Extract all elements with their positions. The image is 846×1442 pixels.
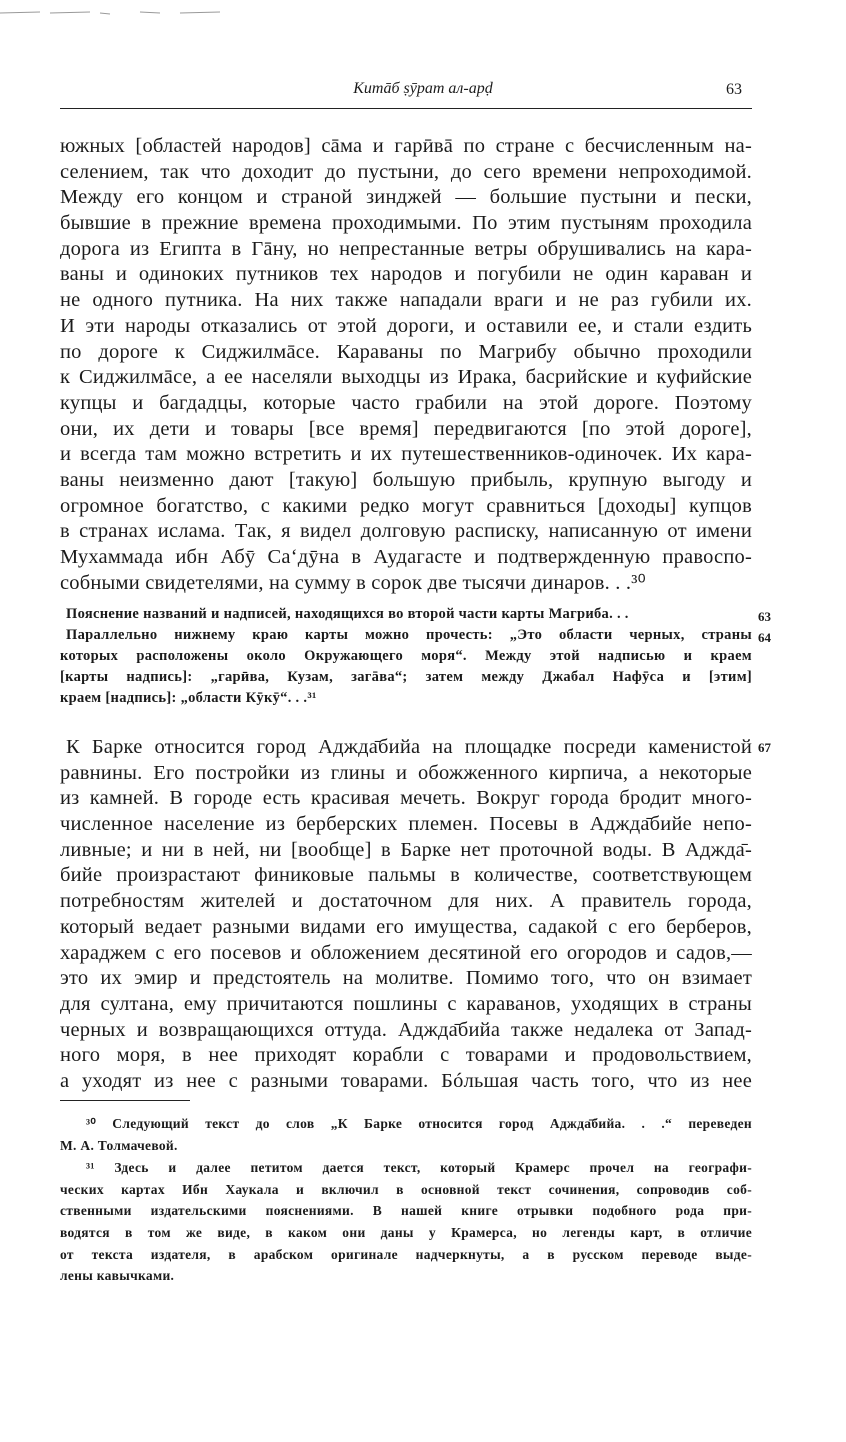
margin-reference: 64 [758, 630, 771, 645]
margin-reference: 67 [758, 740, 771, 755]
running-header-title: Китāб ṣӯрат ал-арḍ [353, 80, 493, 97]
text-line: южных [областей народов] сāма и гарӣвā по стране с бесчисленным на- [60, 135, 752, 157]
text-line: ваны и одиноких путников тех народов и погубили не один караван и [60, 263, 752, 286]
text-line: бийе произрастают финиковые пальмы в количестве, соответствующем [60, 864, 752, 887]
text-line: Мухаммада ибн Абӯ Са‘дӯна в Аудагасте и подтвержденную правоспо- [60, 546, 752, 568]
text-line: ³¹ Здесь и далее петитом дается текст, который Крамерс прочел на географи- [86, 1160, 752, 1175]
page-number: 63 [726, 81, 742, 98]
text-line: огромное богатство, с какими редко могут сравниться [доходы] купцов [60, 494, 752, 517]
text-line: водятся в том же виде, в каком они даны у Крамерса, но легенды карт, в отличие [60, 1225, 752, 1241]
text-line: собными свидетелями, на сумму в сорок две тысячи динаров. . .³⁰ [60, 571, 646, 594]
text-line: К Барке относится город Аджда̄бийа на площадке посреди каменистой [66, 736, 752, 758]
text-line: хараджем с его посевов и обложением десятиной его огородов и садов,— [60, 941, 752, 964]
text-line: они, их дети и товары [все время] передвигаются [по этой дороге], [60, 417, 752, 440]
text-line: в странах ислама. Так, я видел долговую расписку, написанную от имени [60, 520, 752, 543]
text-line: потребностям жителей и достаточном для них. А правитель города, [60, 890, 752, 913]
text-line: который ведает разными видами его имущества, садакой с его берберов, [60, 915, 752, 938]
footnote-30 [60, 1113, 752, 1156]
text-line: купцы и багдадцы, которые часто грабили на этой дороге. Поэтому [60, 391, 752, 414]
text-line: и всегда там можно встретить и их путешественников-одиночек. Их кара- [60, 443, 752, 466]
text-line: М. А. Толмачевой. [60, 1137, 178, 1153]
text-line: лены кавычками. [60, 1268, 175, 1284]
text-line: численное население из берберских племен. Посевы в Аджда̄бийе непо- [60, 813, 752, 836]
text-line: И эти народы отказались от этой дороги, и оставили ее, и стали ездить [60, 314, 752, 337]
text-line: не одного путника. На них также нападали враги и не раз губили их. [60, 289, 752, 312]
text-line: из камней. В городе есть красивая мечеть. Вокруг города бродит много- [60, 787, 752, 810]
header-divider [60, 108, 752, 109]
main-paragraph [60, 134, 752, 596]
text-line: для султана, ему причитаются пошлины с караванов, уходящих в страны [60, 992, 752, 1015]
text-line: ческих картах Ибн Хаукала и включил в основной текст сочинения, сопроводив соб- [60, 1181, 752, 1197]
text-line: ³⁰ Следующий текст до слов „К Барке относится город Аджда̄бийа. . .“ переведен [86, 1116, 752, 1131]
text-line: Параллельно нижнему краю карты можно прочесть: „Это области черных, страны [66, 627, 752, 643]
text-line: равнины. Его постройки из глины и обожженного кирпича, а некоторые [60, 761, 752, 784]
footnote-31 [60, 1157, 752, 1287]
map-note [60, 604, 752, 709]
text-line: черных и возвращающихся оттуда. Аджда̄бийа также недалека от Запад- [60, 1018, 752, 1041]
text-line: ливные; и ни в ней, ни [вообще] в Барке нет проточной воды. В Аджда̄- [60, 838, 752, 861]
text-line: которых расположены около Окружающего моря“. Между этой надписью и краем [60, 648, 752, 664]
text-line: дорога из Египта в Гāну, но непрестанные ветры обрушивались на кара- [60, 237, 752, 260]
text-line: Между его концом и страной зинджей — большие пустыни и пески, [60, 186, 752, 209]
text-line: ваны неизменно дают [такую] большую прибыль, крупную выгоду и [60, 468, 752, 491]
margin-reference: 63 [758, 609, 771, 624]
text-line: [карты надпись]: „гарӣва, Кузам, загāва“; затем между Джабал Нафӯса и [этим] [60, 669, 752, 685]
text-line: а уходят из нее с разными товарами. Бóльшая часть того, что из нее [60, 1069, 752, 1092]
text-line: по дороге к Сиджилмāсе. Караваны по Магрибу обычно проходили [60, 340, 752, 363]
scan-artifact [0, 0, 230, 4]
text-line: краем [надпись]: „области Кӯкӯ“. . .³¹ [60, 690, 317, 706]
text-line: бывшие в прежние времена проходимыми. По этим пустыням проходила [60, 212, 752, 235]
text-line: от текста издателя, в арабском оригинале надчеркнуты, а в русском переводе выде- [60, 1246, 752, 1262]
footnote-divider [60, 1100, 190, 1101]
text-line: селением, так что доходит до пустыни, до сего времени непроходимой. [60, 160, 752, 183]
barka-paragraph [60, 735, 752, 1095]
text-line: ственными издательскими пояснениями. В нашей книге отрывки подобного рода при- [60, 1203, 752, 1219]
text-line: это их эмир и предстоятель на молитве. Помимо того, что он взимает [60, 967, 752, 990]
text-line: к Сиджилмāсе, а ее населяли выходцы из Ирака, басрийские и куфийские [60, 366, 752, 389]
text-line: ного моря, в нее приходят корабли с товарами и продовольствием, [60, 1044, 752, 1067]
text-line: Пояснение названий и надписей, находящихся во второй части карты Магриба. . . [66, 606, 629, 622]
